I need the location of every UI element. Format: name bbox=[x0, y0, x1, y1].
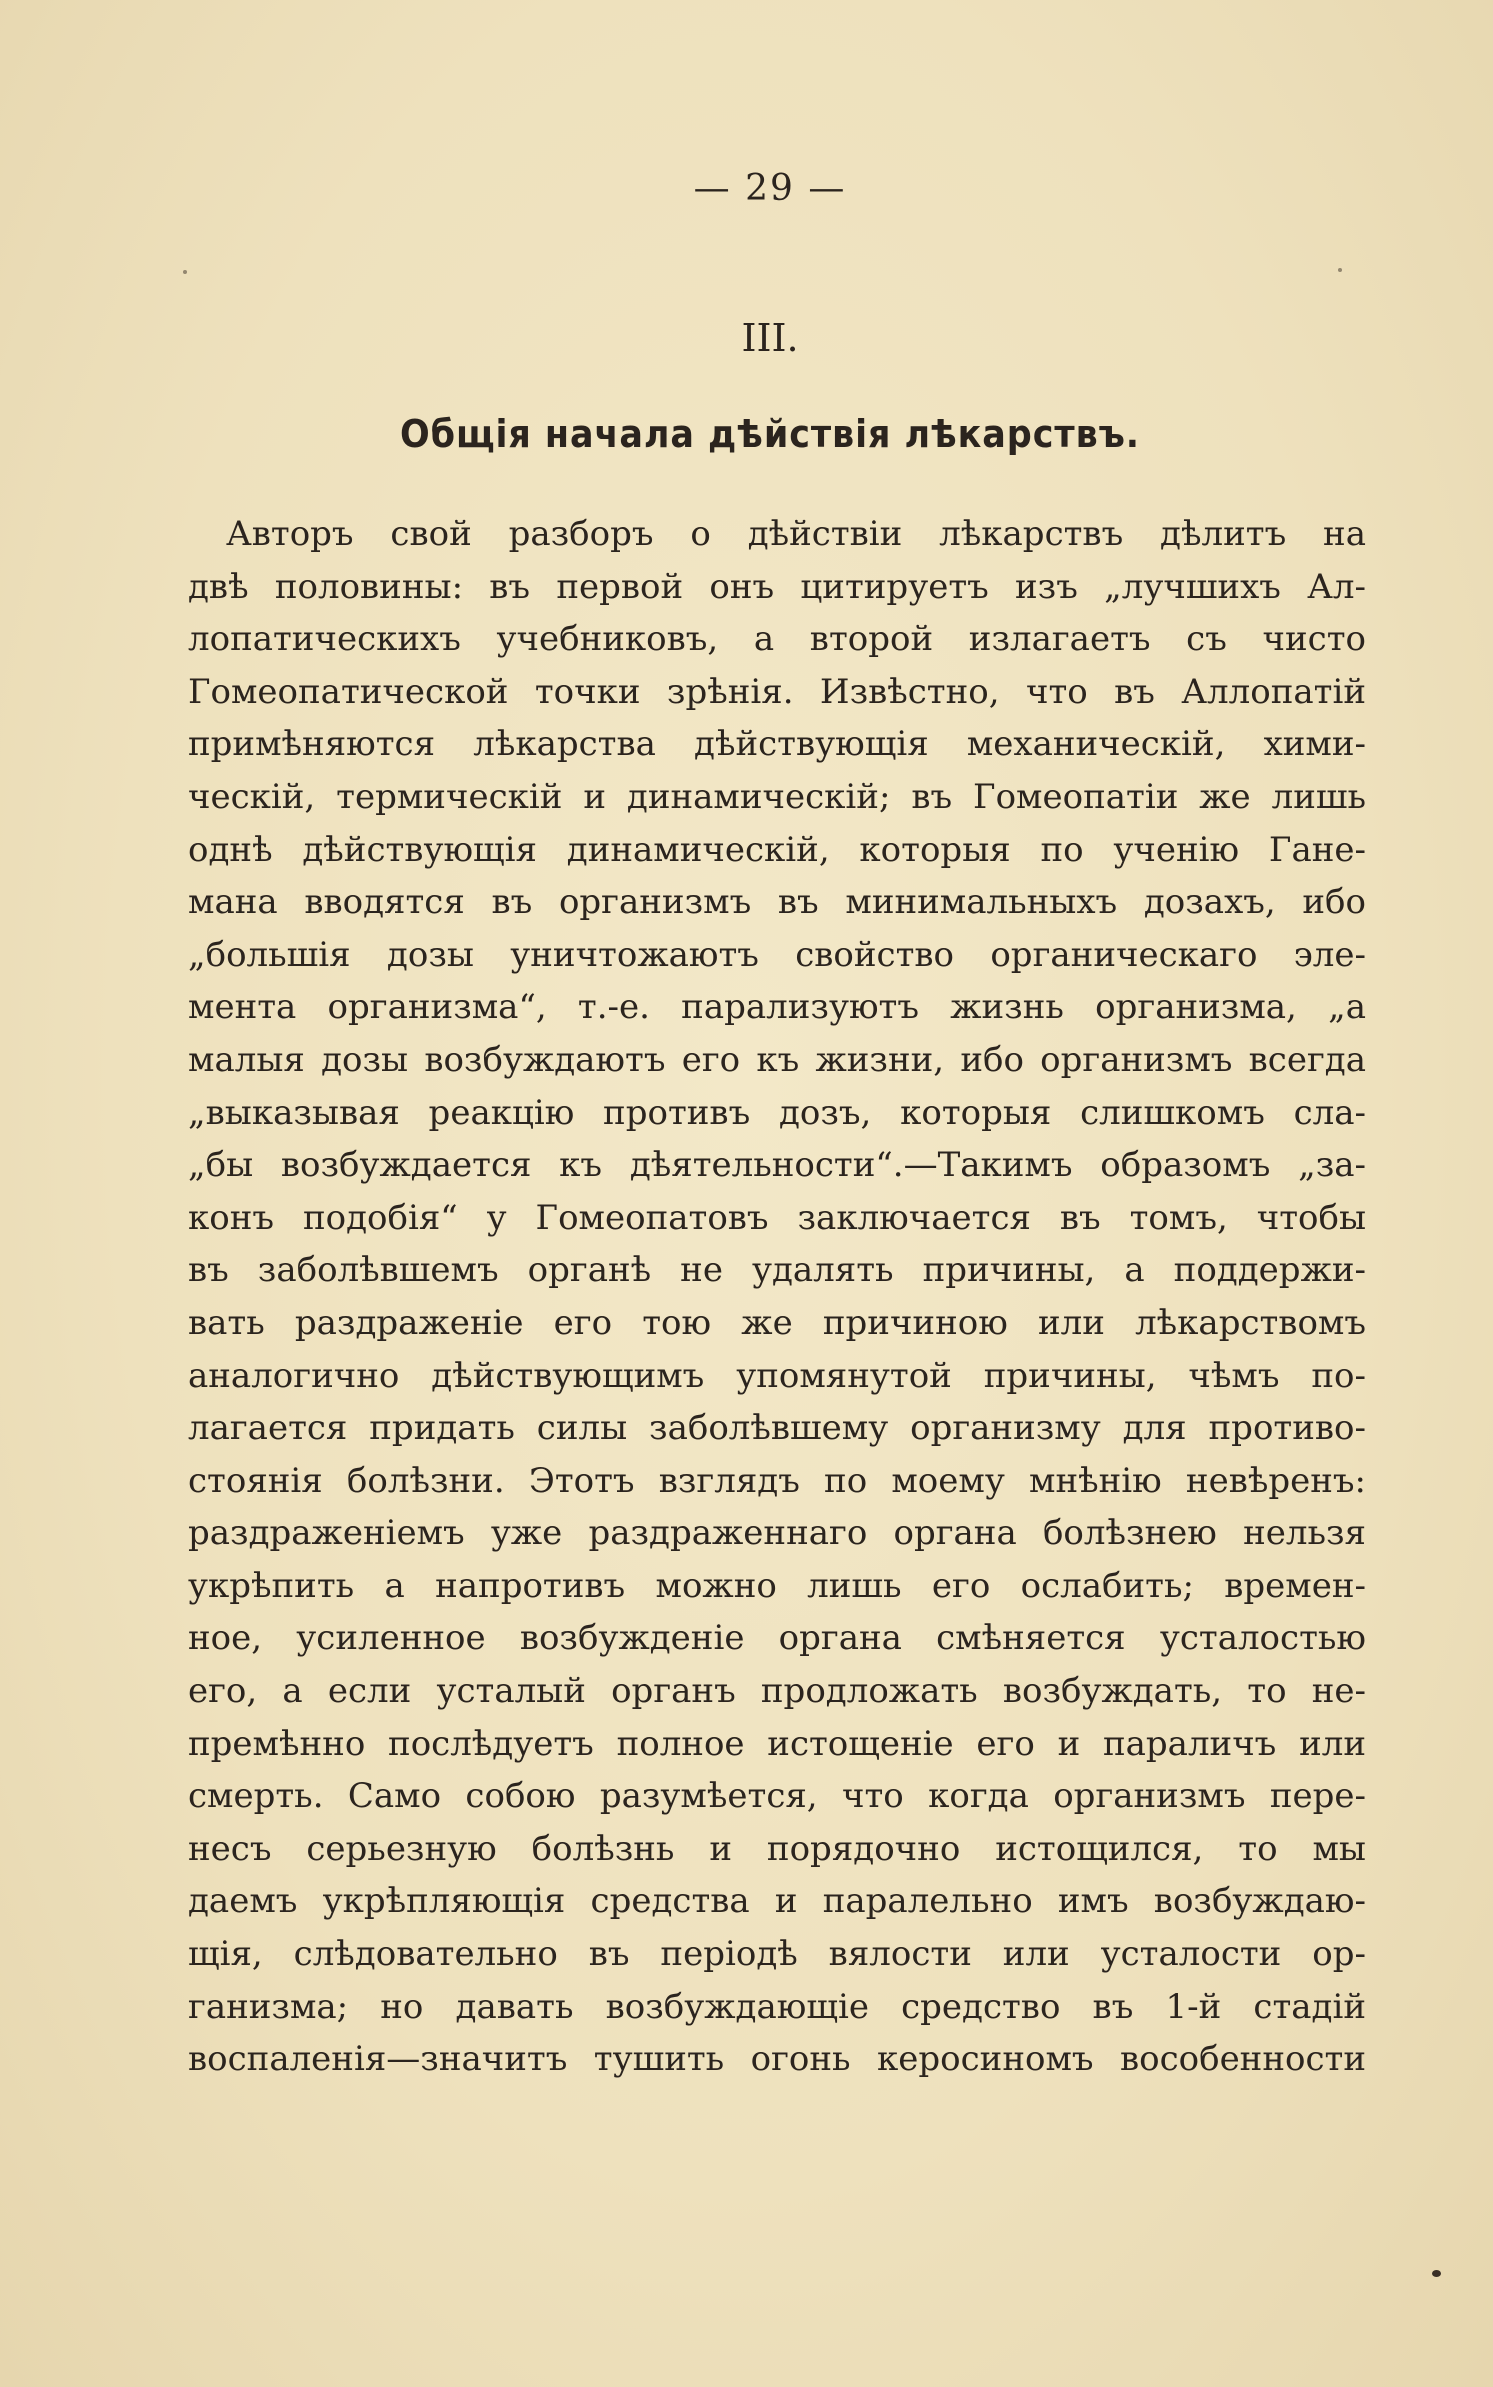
text-line: несъ серьезную болѣзнь и порядочно истощился, то мы bbox=[188, 1828, 1366, 1869]
text-line: мана вводятся въ организмъ въ минимальныхъ дозахъ, ибо bbox=[188, 882, 1366, 923]
text-line: премѣнно послѣдуетъ полное истощеніе его и параличъ или bbox=[188, 1723, 1366, 1764]
text-line: воспаленія—значитъ тушить огонь керосиномъ вособенности bbox=[188, 2039, 1366, 2080]
text-line: однѣ дѣйствующія динамическій, которыя по ученію Гане- bbox=[188, 829, 1366, 870]
text-line: „большія дозы уничтожаютъ свойство органическаго эле- bbox=[188, 934, 1366, 975]
body-text bbox=[188, 508, 1366, 2086]
text-line: лагается придать силы заболѣвшему организму для противо- bbox=[188, 1408, 1366, 1449]
text-line: въ заболѣвшемъ органѣ не удалять причины, а поддержи- bbox=[188, 1250, 1366, 1291]
text-line: смерть. Само собою разумѣется, что когда организмъ пере- bbox=[188, 1776, 1366, 1817]
ink-speck bbox=[183, 270, 187, 274]
text-line: ное, усиленное возбужденіе органа смѣняется усталостью bbox=[188, 1618, 1366, 1659]
text-line: примѣняются лѣкарства дѣйствующія механическій, хими- bbox=[188, 724, 1366, 765]
text-line: щія, слѣдовательно въ періодѣ вялости или усталости ор- bbox=[188, 1934, 1366, 1975]
text-line: ганизма; но давать возбуждающіе средство въ 1-й стадій bbox=[188, 1986, 1366, 2027]
text-line: аналогично дѣйствующимъ упомянутой причины, чѣмъ по- bbox=[188, 1355, 1366, 1396]
ink-speck bbox=[1338, 268, 1342, 272]
text-line: конъ подобія“ у Гомеопатовъ заключается въ томъ, чтобы bbox=[188, 1197, 1366, 1238]
text-line: малыя дозы возбуждаютъ его къ жизни, ибо организмъ всегда bbox=[188, 1039, 1366, 1080]
text-line: „выказывая реакцію противъ дозъ, которыя слишкомъ сла- bbox=[188, 1092, 1366, 1133]
section-number: III. bbox=[741, 316, 799, 360]
text-line: ческій, термическій и динамическій; въ Гомеопатіи же лишь bbox=[188, 776, 1366, 817]
text-line: лопатическихъ учебниковъ, а второй излагаетъ съ чисто bbox=[188, 619, 1366, 660]
text-line: укрѣпить а напротивъ можно лишь его ослабить; времен- bbox=[188, 1565, 1366, 1606]
text-line: двѣ половины: въ первой онъ цитируетъ изъ „лучшихъ Ал- bbox=[188, 566, 1366, 607]
page-number: — 29 — bbox=[693, 168, 847, 209]
text-line: Авторъ свой разборъ о дѣйствіи лѣкарствъ дѣлитъ на bbox=[226, 514, 1366, 554]
text-line: вать раздраженіе его тою же причиною или лѣкарствомъ bbox=[188, 1302, 1366, 1343]
text-line: „бы возбуждается къ дѣятельности“.—Такимъ образомъ „за- bbox=[188, 1145, 1366, 1186]
text-line: мента организма“, т.-е. парализуютъ жизнь организма, „а bbox=[188, 987, 1366, 1028]
text-line: стоянія болѣзни. Этотъ взглядъ по моему мнѣнію невѣренъ: bbox=[188, 1460, 1366, 1501]
ink-speck bbox=[1432, 2270, 1441, 2277]
text-line: даемъ укрѣпляющія средства и паралельно имъ возбуждаю- bbox=[188, 1881, 1366, 1922]
text-line: Гомеопатической точки зрѣнія. Извѣстно, что въ Аллопатій bbox=[188, 671, 1366, 712]
section-title: Общія начала дѣйствія лѣкарствъ. bbox=[399, 412, 1141, 456]
text-line: его, а если усталый органъ продложать возбуждать, то не- bbox=[188, 1671, 1366, 1712]
text-line: раздраженіемъ уже раздраженнаго органа болѣзнею нельзя bbox=[188, 1513, 1366, 1554]
